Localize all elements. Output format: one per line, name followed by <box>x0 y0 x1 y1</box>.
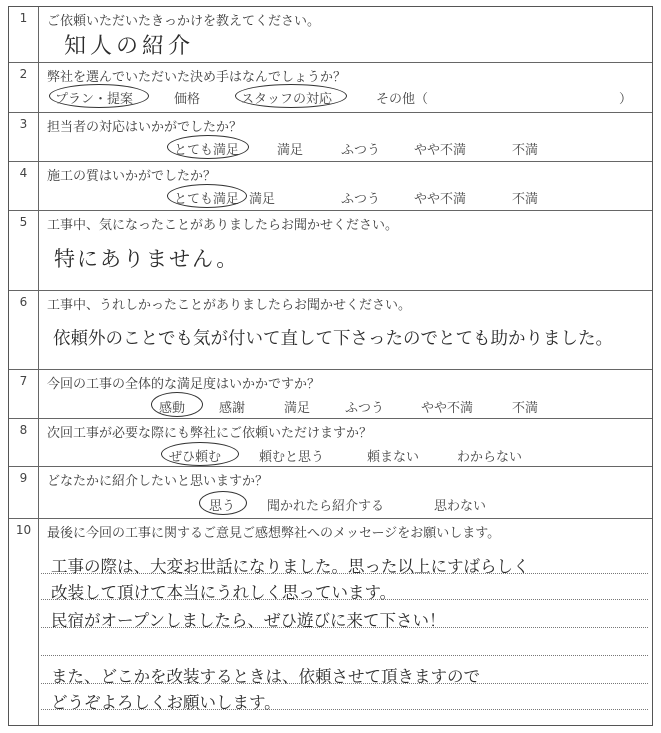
option-price: 価格 <box>174 92 201 107</box>
message-line-2: 改装して頂けて本当にうれしく思っています。 <box>51 583 397 602</box>
question-row-6 <box>9 291 652 370</box>
option-very-satisfied: とても満足 <box>174 192 240 207</box>
selection-circle <box>167 135 249 159</box>
question-number: 5 <box>9 211 39 290</box>
handwritten-answer: 知人の紹介 <box>64 34 195 59</box>
question-text: 最後に今回の工事に関するご意見ご感想弊社へのメッセージをお願いします。 <box>47 526 501 541</box>
option-impressed: 感動 <box>159 401 186 416</box>
question-text: 弊社を選んでいただいた決め手はなんでしょうか？ <box>47 70 347 85</box>
option-unknown: わからない <box>457 450 523 465</box>
option-dissatisfied: 不満 <box>512 192 539 207</box>
option-other: その他（ <box>376 92 429 107</box>
question-row-1 <box>9 7 652 63</box>
option-no: 思わない <box>434 499 487 514</box>
question-row-2 <box>9 63 652 113</box>
selection-circle <box>167 184 247 208</box>
question-row-3 <box>9 113 652 162</box>
option-grateful: 感謝 <box>219 401 246 416</box>
handwritten-answer: 特にありません。 <box>54 247 240 271</box>
ruled-line <box>41 655 648 656</box>
option-normal: ふつう <box>345 401 385 416</box>
option-probably: 頼むと思う <box>259 450 325 465</box>
question-row-5 <box>9 211 652 291</box>
message-line-5: また、どこかを改装するときは、依頼させて頂きますので <box>51 667 480 686</box>
selection-circle <box>161 442 239 466</box>
question-number: 3 <box>9 113 39 161</box>
option-normal: ふつう <box>341 143 381 158</box>
question-number: 9 <box>9 467 39 518</box>
selection-circle <box>199 491 247 515</box>
option-very-satisfied: とても満足 <box>174 143 240 158</box>
question-number: 10 <box>9 519 39 725</box>
option-plan: プラン・提案 <box>55 92 134 107</box>
question-row-8 <box>9 419 652 467</box>
question-text: 工事中、気になったことがありましたらお聞かせください。 <box>47 218 399 233</box>
option-normal: ふつう <box>341 192 381 207</box>
question-number: 7 <box>9 370 39 418</box>
option-no: 頼まない <box>367 450 420 465</box>
question-row-9 <box>9 467 652 519</box>
selection-circle <box>235 84 347 108</box>
question-row-4 <box>9 162 652 211</box>
message-line-1: 工事の際は、大変お世話になりました。思った以上にすばらしく <box>51 557 530 576</box>
option-staff: スタッフの対応 <box>241 92 333 107</box>
question-text: 次回工事が必要な際にも弊社にご依頼いただけますか？ <box>47 426 373 441</box>
message-line-6: どうぞよろしくお願いします。 <box>51 693 281 712</box>
option-definitely: ぜひ頼む <box>169 450 222 465</box>
option-dissatisfied: 不満 <box>512 143 539 158</box>
question-number: 4 <box>9 162 39 210</box>
option-somewhat-dissatisfied: やや不満 <box>414 143 467 158</box>
question-text: ご依頼いただいたきっかけを教えてください。 <box>47 14 321 29</box>
option-if-asked: 聞かれたら紹介する <box>267 499 385 514</box>
question-text: 担当者の対応はいかがでしたか？ <box>47 120 243 135</box>
handwritten-answer: 依頼外のことでも気が付いて直して下さったのでとても助かりました。 <box>53 329 613 349</box>
survey-sheet <box>8 6 653 726</box>
option-other-close: ） <box>619 92 633 107</box>
question-row-10 <box>9 519 652 725</box>
selection-circle <box>49 84 149 108</box>
question-text: 施工の質はいかがでしたか？ <box>47 169 217 184</box>
question-text: どなたかに紹介したいと思いますか？ <box>47 474 269 489</box>
question-number: 8 <box>9 419 39 466</box>
question-number: 6 <box>9 291 39 369</box>
selection-circle <box>151 392 203 417</box>
message-line-3: 民宿がオープンしましたら、ぜひ遊びに来て下さい！ <box>51 611 446 630</box>
option-somewhat-dissatisfied: やや不満 <box>421 401 474 416</box>
option-dissatisfied: 不満 <box>512 401 539 416</box>
option-somewhat-dissatisfied: やや不満 <box>414 192 467 207</box>
question-text: 今回の工事の全体的な満足度はいかかですか？ <box>47 377 321 392</box>
option-satisfied: 満足 <box>284 401 311 416</box>
option-yes: 思う <box>209 499 236 514</box>
question-number: 2 <box>9 63 39 112</box>
option-satisfied: 満足 <box>277 143 304 158</box>
question-number: 1 <box>9 7 39 62</box>
question-text: 工事中、うれしかったことがありましたらお聞かせください。 <box>47 298 412 313</box>
option-satisfied: 満足 <box>249 192 276 207</box>
question-row-7 <box>9 370 652 419</box>
